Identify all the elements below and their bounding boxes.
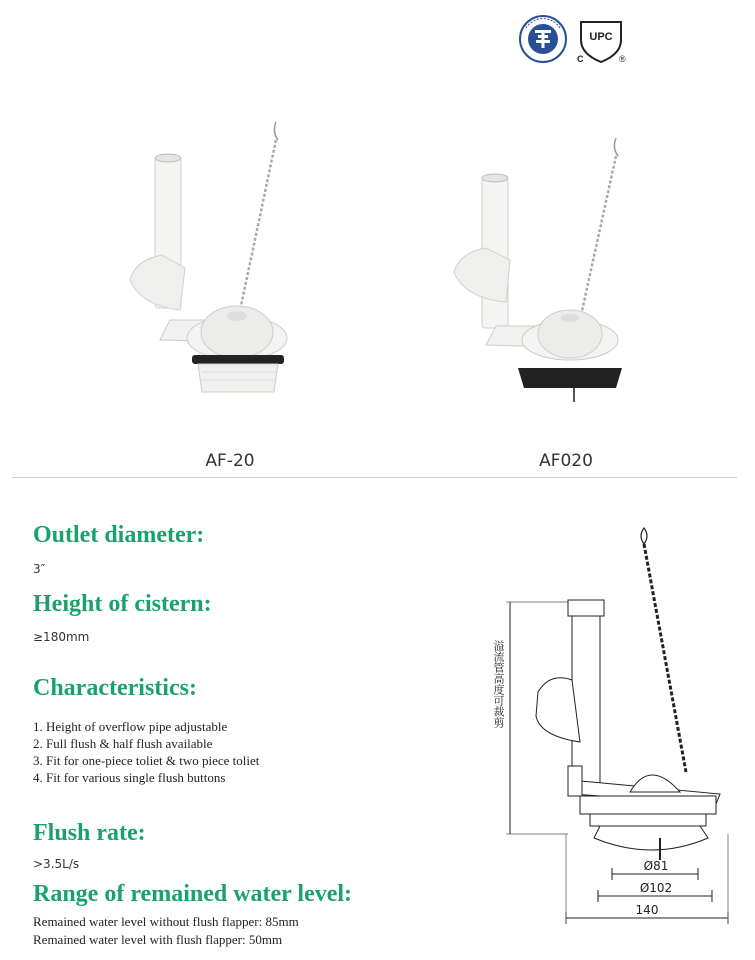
- characteristic-item: 2. Full flush & half flush available: [33, 736, 213, 751]
- flush-rate-value: >3.5L/s: [33, 857, 80, 871]
- dim-81-label: Ø81: [643, 859, 669, 873]
- product-label-af020: AF020: [539, 451, 593, 471]
- product-image-af20: [110, 110, 330, 410]
- water-conservation-logo: [518, 14, 568, 64]
- technical-drawing: [480, 522, 740, 932]
- section-divider: [12, 477, 737, 478]
- diagram-vertical-label: 溢流管高度可裁剪: [492, 640, 505, 728]
- upc-text: UPC: [589, 31, 613, 43]
- characteristic-item: 3. Fit for one-piece toliet & two piece toliet: [33, 753, 260, 768]
- remained-line-with-flapper: Remained water level with flush flapper: 50mm: [33, 932, 283, 947]
- remained-water-level-heading: Range of remained water level:: [33, 881, 353, 907]
- characteristic-item: 1. Height of overflow pipe adjustable: [33, 719, 228, 734]
- height-of-cistern-value: ≥180mm: [33, 630, 90, 644]
- characteristic-item: 4. Fit for various single flush buttons: [33, 770, 226, 785]
- product-image-af020: [440, 130, 660, 410]
- product-label-af20: AF-20: [205, 451, 255, 471]
- height-of-cistern-heading: Height of cistern:: [33, 591, 212, 617]
- characteristics-list: [33, 718, 259, 786]
- upc-r-text: ®: [619, 54, 626, 64]
- dim-140-label: 140: [635, 903, 659, 917]
- remained-line-without-flapper: Remained water level without flush flapper: 85mm: [33, 914, 299, 929]
- outlet-diameter-heading: Outlet diameter:: [33, 522, 205, 548]
- upc-c-text: C: [577, 54, 584, 64]
- characteristics-heading: Characteristics:: [33, 675, 197, 701]
- flush-rate-heading: Flush rate:: [33, 820, 146, 846]
- dim-102-label: Ø102: [639, 881, 673, 895]
- upc-logo: [575, 18, 627, 66]
- outlet-diameter-value: 3″: [33, 562, 46, 576]
